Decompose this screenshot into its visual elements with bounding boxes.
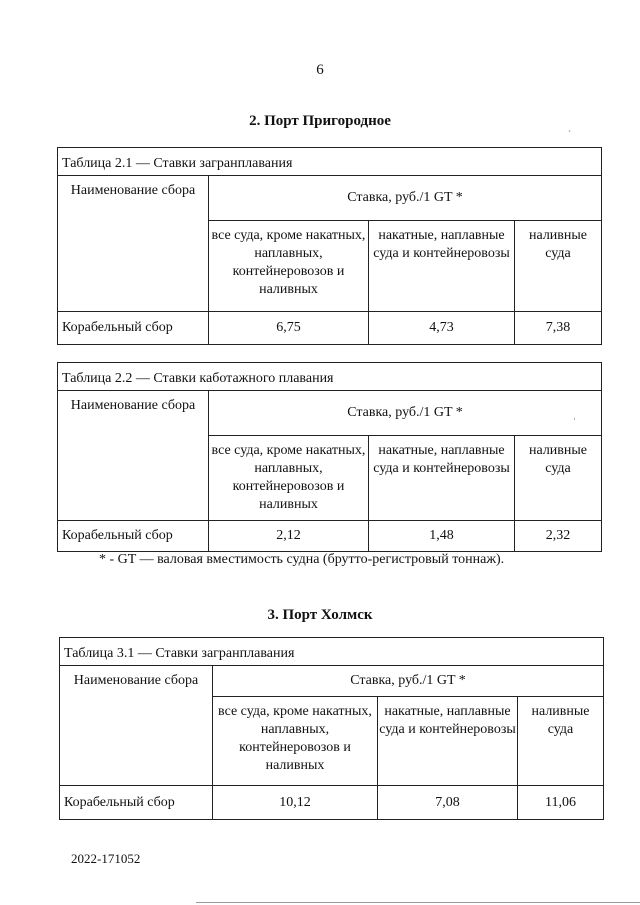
- subheader-roro-vessels: накатные, наплавные суда и контейнеровозы: [378, 697, 518, 786]
- fee-name-cell: Корабельный сбор: [58, 312, 209, 345]
- scan-speck: ·: [573, 414, 576, 424]
- value-roro-vessels: 1,48: [369, 521, 515, 552]
- section-title-port-prigorodnoe: 2. Порт Пригородное: [249, 113, 391, 129]
- page-number: 6: [316, 62, 324, 78]
- scan-edge-line: [196, 902, 640, 903]
- subheader-tankers: наливные суда: [515, 221, 602, 312]
- subheader-all-vessels: все суда, кроме накатных, наплавных, контейнеровозов и наливных: [209, 221, 369, 312]
- value-all-vessels: 2,12: [209, 521, 369, 552]
- value-tankers: 11,06: [518, 786, 604, 820]
- value-tankers: 2,32: [515, 521, 602, 552]
- column-header-fee-name: Наименование сбора: [60, 666, 213, 786]
- column-header-rate: Ставка, руб./1 GT *: [209, 391, 602, 436]
- value-tankers: 7,38: [515, 312, 602, 345]
- column-header-rate: Ставка, руб./1 GT *: [209, 176, 602, 221]
- subheader-all-vessels: все суда, кроме накатных, наплавных, контейнеровозов и наливных: [209, 436, 369, 521]
- column-header-rate: Ставка, руб./1 GT *: [213, 666, 604, 697]
- column-header-fee-name: Наименование сбора: [58, 391, 209, 521]
- value-roro-vessels: 4,73: [369, 312, 515, 345]
- subheader-roro-vessels: накатные, наплавные суда и контейнеровозы: [369, 436, 515, 521]
- value-all-vessels: 6,75: [209, 312, 369, 345]
- footnote: * - GT — валовая вместимость судна (брутто-регистровый тоннаж).: [99, 552, 505, 567]
- section-title-port-kholmsk: 3. Порт Холмск: [267, 607, 373, 623]
- fee-name-cell: Корабельный сбор: [58, 521, 209, 552]
- value-all-vessels: 10,12: [213, 786, 378, 820]
- table-caption: Таблица 2.1 — Ставки загранплавания: [58, 148, 602, 176]
- scan-speck: ˎ: [568, 122, 571, 132]
- rate-table-2-1: [57, 147, 602, 345]
- fee-name-cell: Корабельный сбор: [60, 786, 213, 820]
- rate-table-3-1: [59, 637, 604, 820]
- value-roro-vessels: 7,08: [378, 786, 518, 820]
- subheader-all-vessels: все суда, кроме накатных, наплавных, контейнеровозов и наливных: [213, 697, 378, 786]
- rate-table-2-2: [57, 362, 602, 552]
- subheader-tankers: наливные суда: [515, 436, 602, 521]
- table-caption: Таблица 2.2 — Ставки каботажного плавания: [58, 363, 602, 391]
- document-code: 2022-171052: [71, 851, 141, 866]
- table-caption: Таблица 3.1 — Ставки загранплавания: [60, 638, 604, 666]
- subheader-tankers: наливные суда: [518, 697, 604, 786]
- subheader-roro-vessels: накатные, наплавные суда и контейнеровозы: [369, 221, 515, 312]
- column-header-fee-name: Наименование сбора: [58, 176, 209, 312]
